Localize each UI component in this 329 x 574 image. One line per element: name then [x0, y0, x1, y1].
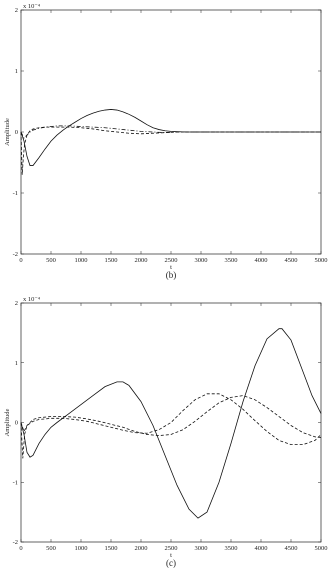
x-tick-label: 5000 — [314, 545, 328, 552]
series-line-1 — [21, 394, 321, 459]
x-tick-label: 3500 — [224, 257, 238, 264]
x-tick-label: 1500 — [104, 545, 118, 552]
y-tick-label: -1 — [12, 190, 18, 197]
x-tick-label: 500 — [46, 545, 56, 552]
chart-panel-0 — [4, 3, 328, 280]
y-tick-label: -1 — [12, 479, 18, 487]
panel-label: (c) — [166, 558, 176, 568]
x-tick-label: 1000 — [74, 257, 88, 264]
x-tick-label: 4000 — [254, 545, 268, 552]
x-tick-label: 2000 — [134, 257, 148, 264]
exponent-label: x 10⁻⁴ — [23, 296, 41, 303]
x-tick-label: 500 — [46, 257, 56, 264]
y-tick-label: 1 — [14, 68, 18, 75]
x-tick-label: 1000 — [74, 545, 88, 552]
y-axis-label: Amplitude — [4, 118, 11, 146]
x-tick-label: 4500 — [284, 545, 298, 552]
x-tick-label: 5000 — [314, 257, 328, 264]
series-line-0 — [21, 109, 321, 165]
series-line-1 — [21, 127, 321, 175]
x-tick-label: 2000 — [134, 545, 148, 552]
y-tick-label: 0 — [14, 419, 18, 427]
y-axis-label: Amplitude — [4, 408, 11, 437]
x-tick-label: 3000 — [194, 545, 208, 552]
x-axis-label: t — [170, 552, 172, 559]
y-tick-label: 1 — [14, 359, 18, 367]
y-tick-label: 2 — [14, 7, 18, 14]
x-tick-label: 0 — [19, 545, 23, 552]
x-tick-label: 2500 — [164, 257, 178, 264]
y-tick-label: 2 — [14, 300, 18, 307]
series-line-0 — [21, 329, 321, 518]
panel-label: (b) — [165, 270, 177, 280]
y-tick-label: -2 — [12, 539, 18, 546]
series-line-2 — [21, 396, 321, 438]
x-tick-label: 0 — [19, 257, 23, 264]
y-tick-label: 0 — [14, 129, 18, 136]
x-tick-label: 1500 — [104, 257, 118, 264]
x-axis-label: t — [170, 264, 172, 271]
plot-frame — [21, 303, 321, 542]
chart-panel-1 — [4, 296, 328, 568]
exponent-label: x 10⁻⁴ — [23, 3, 41, 10]
x-tick-label: 2500 — [164, 545, 178, 552]
x-tick-label: 3000 — [194, 257, 208, 264]
y-tick-label: -2 — [12, 251, 18, 258]
x-tick-label: 4000 — [254, 257, 268, 264]
x-tick-label: 3500 — [224, 545, 238, 552]
x-tick-label: 4500 — [284, 257, 298, 264]
